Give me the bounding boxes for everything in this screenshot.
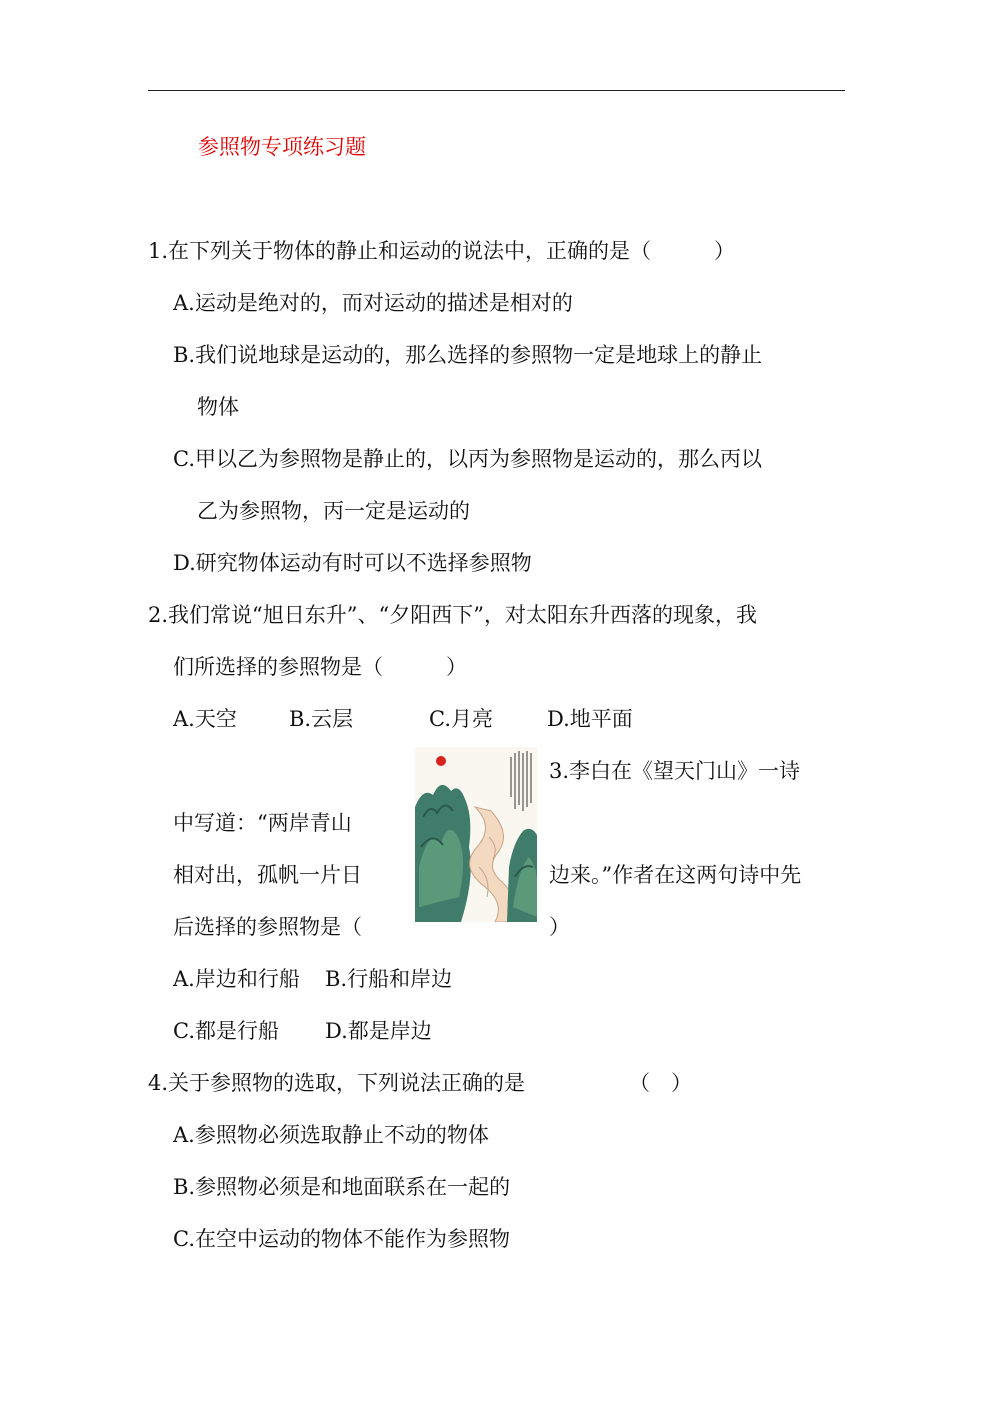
question-1-option-c-cont: 乙为参照物，丙一定是运动的: [197, 499, 470, 523]
question-4-option-a: A.参照物必须选取静止不动的物体: [173, 1123, 489, 1147]
question-3-stem-left-2: 相对出，孤帆一片日: [173, 863, 362, 887]
question-1-stem: 1.在下列关于物体的静止和运动的说法中，正确的是（ ）: [148, 239, 736, 263]
question-3-option-a: A.岸边和行船: [173, 967, 300, 991]
question-4-answer-paren: （ ）: [629, 1071, 692, 1095]
question-1-option-b: B.我们说地球是运动的，那么选择的参照物一定是地球上的静止: [173, 343, 763, 367]
question-3-option-c: C.都是行船: [173, 1019, 279, 1043]
mountain-landscape-painting: [415, 747, 537, 922]
question-2-option-d: D.地平面: [547, 707, 633, 731]
question-3-stem-left-1: 中写道：“两岸青山: [173, 811, 352, 835]
question-4-option-c: C.在空中运动的物体不能作为参照物: [173, 1227, 510, 1251]
question-3-stem-right-2: 边来。”作者在这两句诗中先: [549, 863, 802, 887]
red-sun: [436, 756, 446, 766]
question-3-stem-right: 3.李白在《望天门山》一诗: [549, 759, 801, 783]
question-2-option-a: A.天空: [173, 707, 237, 731]
header-rule: [148, 90, 845, 91]
question-2-stem-cont: 们所选择的参照物是（ ）: [173, 655, 467, 679]
question-2-option-c: C.月亮: [429, 707, 493, 731]
question-4-option-b: B.参照物必须是和地面联系在一起的: [173, 1175, 511, 1199]
page-title: 参照物专项练习题: [198, 135, 366, 159]
question-4-stem: 4.关于参照物的选取，下列说法正确的是: [148, 1071, 526, 1095]
question-2-stem: 2.我们常说“旭日东升”、“夕阳西下”，对太阳东升西落的现象，我: [148, 603, 757, 627]
question-3-stem-left-3: 后选择的参照物是（: [173, 915, 362, 939]
question-2-option-b: B.云层: [289, 707, 354, 731]
question-1-option-d: D.研究物体运动有时可以不选择参照物: [173, 551, 532, 575]
question-3-option-b: B.行船和岸边: [325, 967, 453, 991]
question-3-stem-right-3: ）: [549, 915, 570, 939]
question-1-option-c: C.甲以乙为参照物是静止的，以丙为参照物是运动的，那么丙以: [173, 447, 762, 471]
question-1-option-b-cont: 物体: [197, 395, 239, 419]
question-1-option-a: A.运动是绝对的，而对运动的描述是相对的: [173, 291, 573, 315]
question-3-option-d: D.都是岸边: [325, 1019, 432, 1043]
